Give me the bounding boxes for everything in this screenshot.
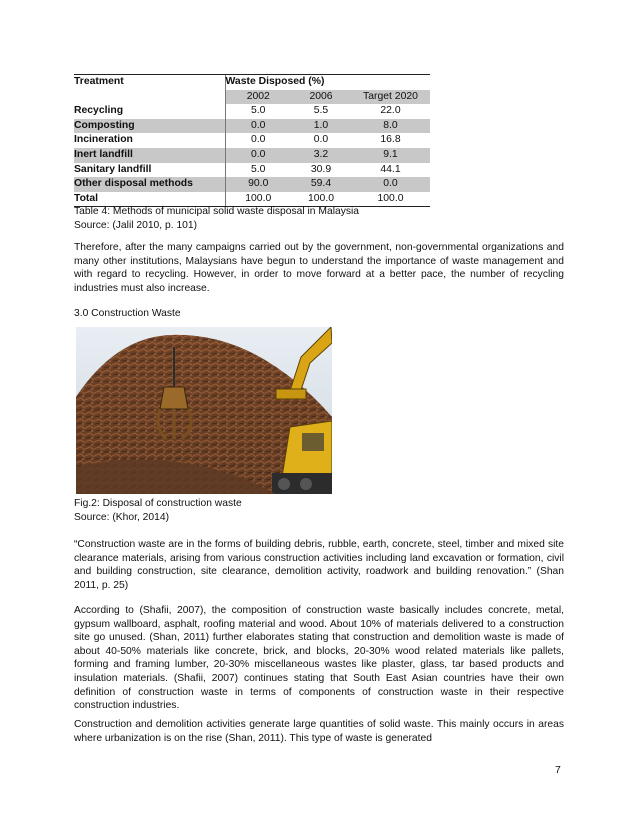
page-number: 7 [555,764,561,776]
paragraph-composition: According to (Shafii, 2007), the composition of construction waste basically includes concrete, metal, gypsum wallboard, asphalt, roofing material and wood. About 10% of materials delivered to a construction site go unused. (Shan, 2011) further elaborates stating that construction and demolition waste is made of about 40-50% materials like concrete, brick, and blocks, 20-30% wood related materials like pallets, forming and framing lumber, 20-30% miscellaneous wastes like plaster, glass, tar based products and insulation materials. (Shafii, 2007) continues stating that South East Asian countries have their own definition of construction waste in terms of components of construction waste in their respective construction industries. [74,605,564,712]
header-waste-disposed: Waste Disposed (%) [225,75,430,90]
construction-waste-photo [76,327,332,494]
paragraph-generation: Construction and demolition activities generate large quantities of solid waste. This mainly occurs in areas where urbanization is on the rise (Shan, 2011). This type of waste is generated [74,719,564,744]
figure-source: Source: (Khor, 2014) [74,512,170,523]
paragraph-recycling: Therefore, after the many campaigns carried out by the government, non-governmental organizations and many other institutions, Malaysians have begun to understand the importance of waste management and with regard to recycling. However, in order to move forward at a better pace, the number of recycling industries must also increase. [74,242,564,294]
table-row: Sanitary landfill 5.0 30.9 44.1 [74,163,430,178]
header-treatment: Treatment [74,75,225,90]
section-heading: 3.0 Construction Waste [74,308,181,319]
figure-caption: Fig.2: Disposal of construction waste [74,498,242,509]
paragraph-definition: “Construction waste are in the forms of building debris, rubble, earth, concrete, steel, timber and mixed site clearance materials, arising from various construction activities including land excavation or formation, civil and building construction, site clearance, demolition activity, roadwork and building renovation.” (Shan 2011, p. 25) [74,539,564,591]
table-source: Source: (Jalil 2010, p. 101) [74,220,198,231]
year-2002: 2002 [225,90,291,105]
table-caption: Table 4: Methods of municipal solid waste disposal in Malaysia [74,206,360,217]
table-row: Inert landfill 0.0 3.2 9.1 [74,148,430,163]
table-row: Recycling 5.0 5.5 22.0 [74,104,430,119]
waste-disposal-table [74,74,430,207]
year-target-2020: Target 2020 [351,90,430,105]
year-2006: 2006 [291,90,351,105]
table-row: Composting 0.0 1.0 8.0 [74,119,430,134]
table-row-total: Total 100.0 100.0 100.0 [74,192,430,207]
table-row: Other disposal methods 90.0 59.4 0.0 [74,177,430,192]
table-row: Incineration 0.0 0.0 16.8 [74,133,430,148]
